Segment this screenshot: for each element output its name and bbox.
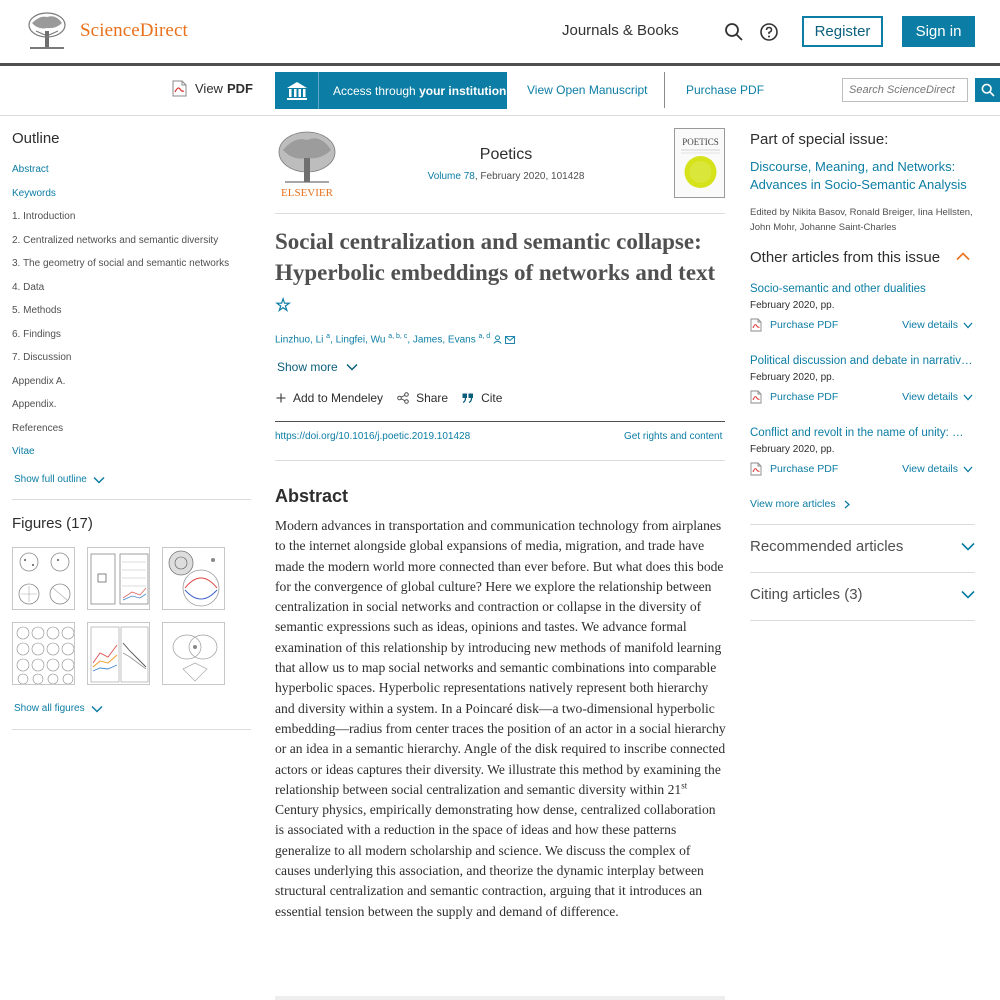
article-actions <box>276 391 516 405</box>
figure-thumbnail-image <box>88 548 150 610</box>
view-more-articles-link[interactable] <box>750 498 850 510</box>
author-list: Linzhuo, Li $^a$, Lingfei, Wu $^{a, b, c}$, James, Evans $^{a, d}$ <box>275 333 515 345</box>
other-article-item <box>750 283 975 332</box>
access-institution: your institution <box>419 83 507 98</box>
access-prefix: Access through <box>333 83 416 98</box>
author-name[interactable]: Linzhuo, Li <box>275 334 324 346</box>
outline-item[interactable]: 1. Introduction <box>12 211 76 222</box>
author-name[interactable]: Lingfei, Wu <box>335 334 386 346</box>
chevron-up-icon[interactable] <box>956 252 970 261</box>
article-toolbar <box>0 66 1000 116</box>
help-icon[interactable] <box>759 22 779 42</box>
figure-thumbnail-image <box>88 623 150 685</box>
author-affiliation[interactable]: a, d <box>478 333 491 340</box>
abstract-text <box>275 516 727 922</box>
purchase-pdf-link[interactable] <box>750 390 838 404</box>
share-button[interactable] <box>397 391 448 405</box>
star-icon[interactable]: ☆ <box>275 295 292 315</box>
journal-cover-image <box>675 129 725 198</box>
journal-meta <box>380 171 632 182</box>
view-details-button[interactable] <box>902 391 975 403</box>
add-to-mendeley-button[interactable] <box>276 391 383 405</box>
recommended-articles-label: Recommended articles <box>750 538 904 555</box>
purchase-pdf-link[interactable]: Purchase PDF <box>686 83 765 97</box>
other-article-date: February 2020, pp. <box>750 372 835 383</box>
article-title-text: Social centralization and semantic collapse: Hyperbolic embeddings of networks and text <box>275 229 716 285</box>
journals-books-link[interactable]: Journals & Books <box>562 22 679 39</box>
citing-articles-toggle[interactable] <box>750 586 975 603</box>
outline-item[interactable]: Keywords <box>12 187 56 199</box>
get-rights-link[interactable]: Get rights and content <box>624 431 723 442</box>
main-divider <box>275 213 725 214</box>
journal-cover[interactable] <box>674 128 725 198</box>
toolbar-divider <box>664 72 665 108</box>
view-more-label: View more articles <box>750 498 836 510</box>
purchase-pdf-label: Purchase PDF <box>770 463 839 475</box>
share-icon <box>397 392 409 404</box>
pdf-icon <box>750 318 762 332</box>
recommended-articles-toggle[interactable] <box>750 538 975 555</box>
view-pdf-button[interactable] <box>172 80 253 97</box>
cite-button[interactable] <box>462 391 502 405</box>
show-more-button[interactable] <box>277 360 358 374</box>
view-details-label: View details <box>902 319 958 331</box>
special-issue-editors: Edited by Nikita Basov, Ronald Breiger, Iina Hellsten, John Mohr, Johanne Saint-Charles <box>750 207 973 233</box>
author-name[interactable]: James, Evans <box>412 334 476 346</box>
purchase-pdf-label: Purchase PDF <box>770 319 839 331</box>
issue-date: , February 2020, 101428 <box>474 171 585 182</box>
abstract-text-part2: Century physics, empirically demonstrating how dense, centralized collaboration is associated with a reduction in the space of ideas and how these patterns generalize to all modern scholarship and science. We discuss the complex of causes underlying this association, and theorize the dynamic interplay between structural centralization and semantic contraction, arguing that it introduces an essential tension between the supply and demand of difference. <box>275 802 716 919</box>
volume-link[interactable]: Volume 78 <box>427 171 475 182</box>
figures-heading: Figures (17) <box>12 515 93 532</box>
elsevier-wordmark: ELSEVIER <box>281 187 333 199</box>
show-full-outline-label: Show full outline <box>14 474 87 485</box>
chevron-down-icon <box>963 322 973 329</box>
share-label: Share <box>416 391 449 405</box>
sidebar-divider <box>750 524 975 525</box>
view-details-button[interactable] <box>902 319 975 331</box>
outline-item[interactable]: 7. Discussion <box>12 352 72 363</box>
abstract-superscript: st <box>681 780 688 791</box>
search-icon <box>981 83 995 97</box>
show-all-figures-button[interactable] <box>14 703 103 714</box>
view-details-label: View details <box>902 463 958 475</box>
abstract-heading: Abstract <box>275 486 349 506</box>
outline-item[interactable]: 3. The geometry of social and semantic networks <box>12 258 230 269</box>
purchase-pdf-label: Purchase PDF <box>770 391 839 403</box>
figure-thumbnail[interactable] <box>87 622 150 685</box>
chevron-down-icon <box>346 363 358 371</box>
sidebar-divider <box>750 572 975 573</box>
figure-thumbnail[interactable] <box>87 547 150 610</box>
figure-thumbnail[interactable] <box>162 622 225 685</box>
special-issue-label: Part of special issue: <box>750 131 889 148</box>
access-institution-button[interactable] <box>275 72 507 109</box>
show-all-figures-label: Show all figures <box>14 703 85 714</box>
figure-thumbnail[interactable] <box>12 622 75 685</box>
institution-icon <box>275 72 319 109</box>
outline-item[interactable]: 2. Centralized networks and semantic diversity <box>12 234 219 246</box>
other-article-item <box>750 355 975 404</box>
chevron-down-icon <box>91 705 103 713</box>
outline-list <box>12 164 229 470</box>
search-submit-button[interactable] <box>975 78 1000 102</box>
elsevier-tree-icon <box>275 128 339 200</box>
other-article-title[interactable]: Conflict and revolt in the name of unity: … <box>750 427 964 439</box>
figure-thumbnail[interactable] <box>12 547 75 610</box>
abstract-text-part1: Modern advances in transportation and communication technology from airplanes to the internet alongside global expansions of media, migration, and trade have made the modern world more connected than ever before. But what does this bode for the convergence of global culture? Here we explore the relationship between centralization in social networks and contraction or collapse in the diversity of semantic expressions such as ideas, opinions and tastes. We advance formal examination of this relationship by introducing new methods of manifold learning that allow us to map social networks and semantic combinations into comparable hyperbolic spaces. Hyperbolic representations natively represent both hierarchy and diversity within a system. In a Poincaré disk—a two-dimensional hyperbolic embedding—radius from center traces the position of an actor in a social hierarchy or an idea in a semantic hierarchy. Angle of the disk required to inscribe connected actors or ideas captures their diversity. We illustrate this method by examining the relationship between social centralization and semantic diversity within 21 <box>275 518 726 797</box>
other-article-title[interactable]: Socio-semantic and other dualities <box>750 283 926 295</box>
purchase-pdf-link[interactable] <box>750 462 838 476</box>
outline-item[interactable]: Abstract <box>12 164 49 175</box>
pdf-icon <box>750 462 762 476</box>
sciencedirect-brand[interactable]: ScienceDirect <box>80 20 188 41</box>
email-icon[interactable] <box>505 336 515 344</box>
special-issue-link[interactable]: Discourse, Meaning, and Networks: Advances in Socio-Semantic Analysis <box>750 159 967 192</box>
outline-item[interactable]: 5. Methods <box>12 305 62 316</box>
other-article-date: February 2020, pp. <box>750 444 835 455</box>
sidebar-divider <box>12 729 251 730</box>
chevron-down-icon <box>93 476 105 484</box>
figure-thumbnail-image <box>163 623 225 685</box>
outline-item[interactable]: 4. Data <box>12 281 45 293</box>
elsevier-logo[interactable] <box>26 11 68 51</box>
article-title <box>275 226 725 321</box>
pdf-icon <box>172 80 187 97</box>
outline-heading: Outline <box>12 130 60 147</box>
chevron-down-icon <box>963 466 973 473</box>
outline-item[interactable]: 6. Findings <box>12 328 61 340</box>
view-details-label: View details <box>902 391 958 403</box>
pdf-label: PDF <box>226 81 253 96</box>
cover-title: POETICS <box>682 137 719 147</box>
other-articles-heading[interactable]: Other articles from this issue <box>750 249 941 266</box>
chevron-right-icon <box>844 500 850 509</box>
show-more-label: Show more <box>277 360 338 374</box>
quote-icon <box>462 393 474 403</box>
outline-item[interactable]: Appendix. <box>12 399 57 410</box>
purchase-pdf-link[interactable] <box>750 318 838 332</box>
pdf-icon <box>750 390 762 404</box>
site-header <box>0 0 1000 63</box>
view-label: View <box>195 81 223 96</box>
figure-thumbnail[interactable] <box>162 547 225 610</box>
chevron-down-icon <box>961 590 975 599</box>
main-divider <box>275 460 725 461</box>
elsevier-publisher-logo[interactable] <box>275 128 339 200</box>
author-affiliation[interactable]: a <box>326 333 331 340</box>
register-button[interactable]: Register <box>802 16 883 47</box>
search-icon[interactable] <box>724 22 744 42</box>
figure-thumbnail-image <box>163 548 225 610</box>
view-details-button[interactable] <box>902 463 975 475</box>
elsevier-tree-icon <box>26 11 68 51</box>
chevron-down-icon <box>961 542 975 551</box>
cite-label: Cite <box>481 391 503 405</box>
search-input[interactable] <box>842 78 968 102</box>
show-full-outline-button[interactable] <box>14 474 105 485</box>
author-affiliation[interactable]: a, b, c <box>388 333 408 340</box>
other-article-date: February 2020, pp. <box>750 300 835 311</box>
add-to-mendeley-label: Add to Mendeley <box>293 391 384 405</box>
sign-in-button[interactable]: Sign in <box>902 16 975 47</box>
main-divider <box>275 996 725 1000</box>
other-article-item <box>750 427 975 476</box>
journal-name[interactable]: Poetics <box>479 146 533 163</box>
main-divider <box>275 421 725 422</box>
doi-link[interactable]: https://doi.org/10.1016/j.poetic.2019.101428 <box>275 431 471 442</box>
sidebar-divider <box>12 499 251 500</box>
view-open-manuscript-link[interactable]: View Open Manuscript <box>527 83 648 97</box>
person-icon[interactable] <box>493 335 502 344</box>
figure-thumbnail-image <box>13 623 75 685</box>
figure-thumbnail-image <box>13 548 75 610</box>
plus-icon <box>276 393 286 403</box>
chevron-down-icon <box>963 394 973 401</box>
outline-item[interactable]: Appendix A. <box>12 375 66 387</box>
outline-item[interactable]: Vitae <box>12 446 35 457</box>
citing-articles-label: Citing articles (3) <box>750 586 863 603</box>
outline-item[interactable]: References <box>12 422 64 434</box>
sidebar-divider <box>750 620 975 621</box>
other-article-title[interactable]: Political discussion and debate in narrativ… <box>750 355 973 367</box>
